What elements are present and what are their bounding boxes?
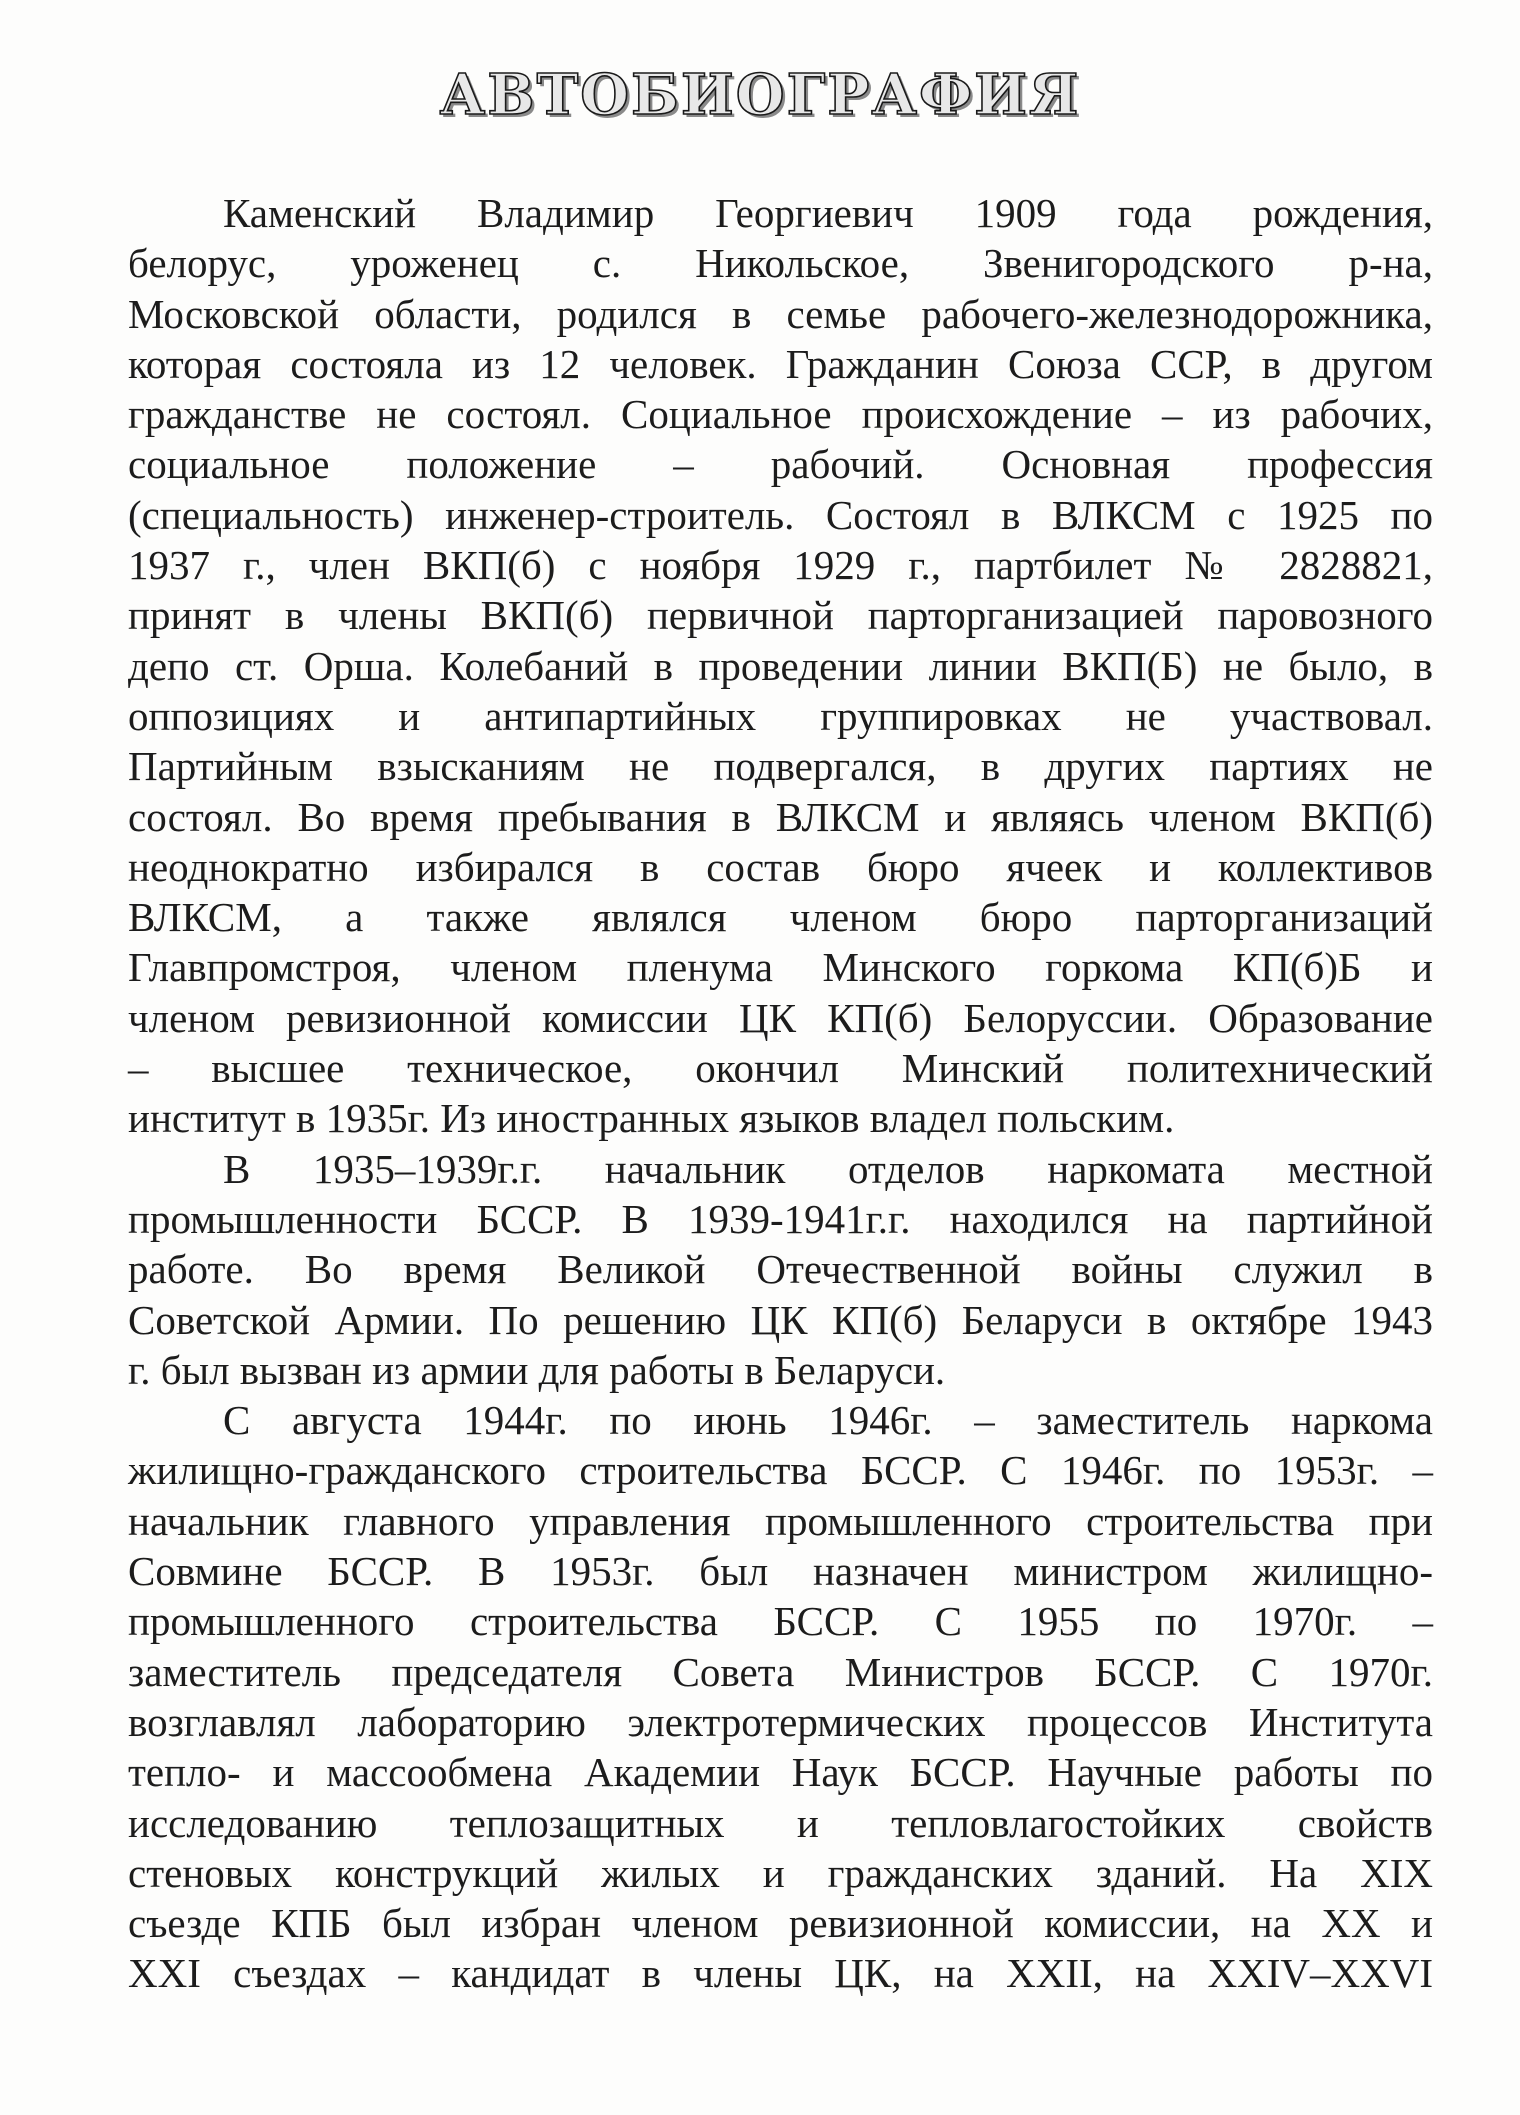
text-line: оппозициях и антипартийных группировках не участвовал. [128, 692, 1433, 739]
text-line: Совмине БССР. В 1953г. был назначен министром жилищно- [128, 1548, 1433, 1595]
text-line: стеновых конструкций жилых и гражданских зданий. На XIX [128, 1849, 1433, 1896]
text-line: институт в 1935г. Из иностранных языков владел польским. [128, 1095, 1175, 1142]
text-line: – высшее техническое, окончил Минский политехнический [128, 1045, 1433, 1092]
text-line: заместитель председателя Совета Министров БССР. С 1970г. [128, 1648, 1433, 1695]
text-line: (специальность) инженер-строитель. Состоял в ВЛКСМ с 1925 по [128, 491, 1433, 538]
text-line: членом ревизионной комиссии ЦК КП(б) Белоруссии. Образование [128, 994, 1433, 1041]
text-line: которая состояла из 12 человек. Гражданин Союза ССР, в другом [128, 340, 1433, 387]
document-title: АВТОБИОГРАФИЯ [439, 62, 1081, 128]
text-line: промышленного строительства БССР. С 1955 по 1970г. – [128, 1598, 1433, 1645]
document-body [128, 188, 1433, 1999]
text-line: белорус, уроженец с. Никольское, Звенигородского р-на, [128, 240, 1433, 287]
text-line: принят в члены ВКП(б) первичной парторганизацией паровозного [128, 592, 1433, 639]
text-line: Московской области, родился в семье рабочего-железнодорожника, [128, 290, 1433, 337]
text-line: ВЛКСМ, а также являлся членом бюро парторганизаций [128, 894, 1433, 941]
text-line: XXI съездах – кандидат в члены ЦК, на XXII, на XXIV–XXVI [128, 1950, 1433, 1997]
text-line: Главпромстроя, членом пленума Минского горкома КП(б)Б и [128, 944, 1433, 991]
text-line: неоднократно избирался в состав бюро ячеек и коллективов [128, 843, 1433, 890]
text-line: Партийным взысканиям не подвергался, в других партиях не [128, 743, 1433, 790]
text-line: возглавлял лабораторию электротермических процессов Института [128, 1698, 1433, 1745]
text-line: работе. Во время Великой Отечественной войны служил в [128, 1246, 1433, 1293]
text-line: состоял. Во время пребывания в ВЛКСМ и являясь членом ВКП(б) [128, 793, 1433, 840]
text-line: промышленности БССР. В 1939-1941г.г. находился на партийной [128, 1195, 1433, 1242]
paragraph [128, 1144, 1433, 1395]
text-line: исследованию теплозащитных и тепловлагостойких свойств [128, 1799, 1433, 1846]
paragraph [128, 1395, 1433, 1999]
text-line: г. был вызван из армии для работы в Беларуси. [128, 1346, 946, 1393]
text-line: В 1935–1939г.г. начальник отделов наркомата местной [223, 1145, 1433, 1192]
paragraph [128, 188, 1433, 1144]
text-line: жилищно-гражданского строительства БССР. С 1946г. по 1953г. – [128, 1447, 1433, 1494]
text-line: депо ст. Орша. Колебаний в проведении линии ВКП(Б) не было, в [128, 642, 1433, 689]
text-line: С августа 1944г. по июнь 1946г. – заместитель наркома [223, 1397, 1433, 1444]
text-line: Каменский Владимир Георгиевич 1909 года рождения, [223, 190, 1433, 236]
text-line: тепло- и массообмена Академии Наук БССР. Научные работы по [128, 1749, 1433, 1796]
text-line: 1937 г., член ВКП(б) с ноября 1929 г., партбилет № 2828821, [128, 542, 1433, 589]
text-line: социальное положение – рабочий. Основная профессия [128, 441, 1433, 488]
text-line: гражданстве не состоял. Социальное происхождение – из рабочих, [128, 391, 1433, 438]
text-line: съезде КПБ был избран членом ревизионной комиссии, на XX и [128, 1900, 1433, 1947]
text-line: Советской Армии. По решению ЦК КП(б) Беларуси в октябре 1943 [128, 1296, 1433, 1343]
text-line: начальник главного управления промышленного строительства при [128, 1497, 1433, 1544]
